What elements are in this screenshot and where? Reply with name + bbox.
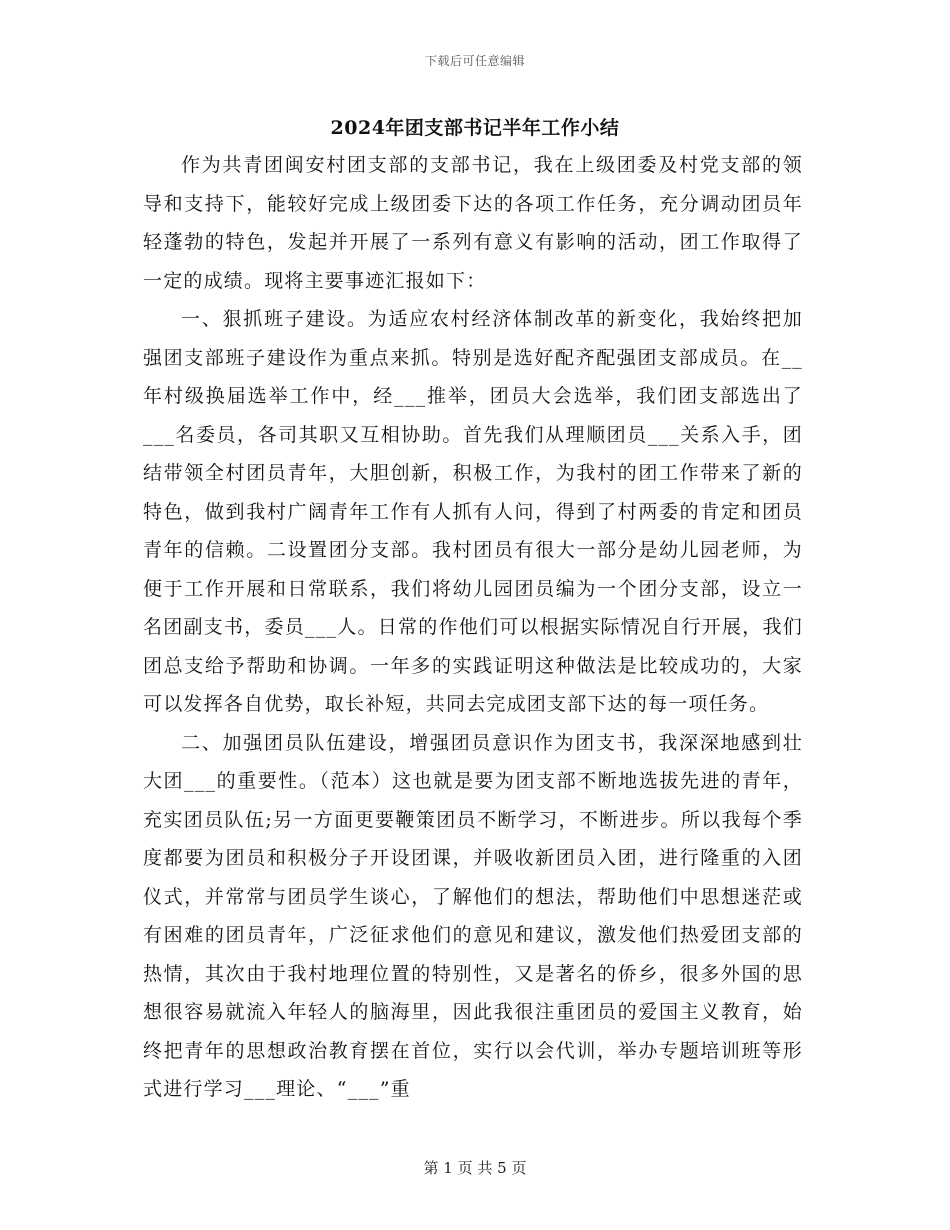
page-header-note: 下载后可任意编辑 — [424, 54, 525, 68]
paragraph-section-two: 二、加强团员队伍建设，增强团员意识作为团支书，我深深地感到壮大团___的重要性。（范本）这也就是要为团支部不断地选拔先进的青年，充实团员队伍;另一方面更要鞭策团员不断学习，不断进步。所以我每个季度都要为团员和积极分子开设团课，并吸收新团员入团，进行隆重的入团仪式，并常常与团员学生谈心，了解他们的想法，帮助他们中思想迷茫或有困难的团员青年，广泛征求他们的意见和建议，激发他们热爱团支部的热情，其次由于我村地理位置的特别性，又是著名的侨乡，很多外国的思想很容易就流入年轻人的脑海里，因此我很注重团员的爱国主义教育，始终把青年的思想政治教育摆在首位，实行以会代训，举办专题培训班等形式进行学习___理论、“___”重 — [143, 731, 803, 1100]
document-title: 2024年团支部书记半年工作小结 — [330, 117, 620, 139]
page-number: 第 1 页 共 5 页 — [423, 1159, 527, 1177]
paragraph-section-one: 一、狠抓班子建设。为适应农村经济体制改革的新变化，我始终把加强团支部班子建设作为重点来抓。特别是选好配齐配强团支部成员。在__年村级换届选举工作中，经___推举，团员大会选举，我们团支部选出了___名委员，各司其职又互相协助。首先我们从理顺团员___关系入手，团结带领全村团员青年，大胆创新，积极工作，为我村的团工作带来了新的特色，做到我村广阔青年工作有人抓有人问，得到了村两委的肯定和团员青年的信赖。二设置团分支部。我村团员有很大一部分是幼儿园老师，为便于工作开展和日常联系，我们将幼儿园团员编为一个团分支部，设立一名团副支书，委员___人。日常的作他们可以根据实际情况自行开展，我们团总支给予帮助和协调。一年多的实践证明这种做法是比较成功的，大家可以发挥各自优势，取长补短，共同去完成团支部下达的每一项任务。 — [143, 308, 803, 715]
paragraph-intro: 作为共青团闽安村团支部的支部书记，我在上级团委及村党支部的领导和支持下，能较好完成上级团委下达的各项工作任务，充分调动团员年轻蓬勃的特色，发起并开展了一系列有意义有影响的活动，团工作取得了一定的成绩。现将主要事迹汇报如下： — [143, 154, 803, 292]
document-body — [143, 146, 803, 1109]
